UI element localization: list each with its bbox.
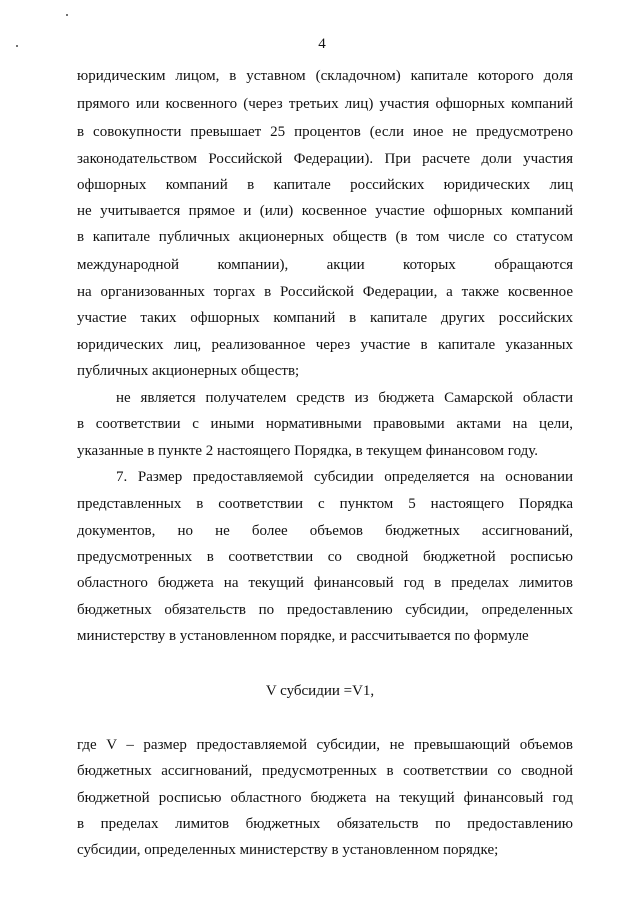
text-line: законодательством Российской Федерации). При расчете доли участия — [77, 151, 573, 167]
text-line: представленных в соответствии с пунктом 5 настоящего Порядка — [77, 496, 573, 512]
text-line: предусмотренных в соответствии со сводной бюджетной росписью — [77, 549, 573, 565]
text-line: субсидии, определенных министерству в установленном порядке; — [77, 842, 499, 858]
text-line: областного бюджета на текущий финансовый год в пределах лимитов — [77, 575, 573, 591]
text-line: участие таких офшорных компаний в капитале других российских — [77, 310, 573, 326]
text-line: в пределах лимитов бюджетных обязательств по предоставлению — [77, 816, 573, 832]
text-line: международной компании), акции которых обращаются — [77, 257, 573, 273]
text-line: не учитывается прямое и (или) косвенное участие офшорных компаний — [77, 203, 573, 219]
text-line: 7. Размер предоставляемой субсидии определяется на основании — [116, 469, 573, 485]
text-line: в капитале публичных акционерных обществ (в том числе со статусом — [77, 229, 573, 245]
text-line: на организованных торгах в Российской Федерации, а также косвенное — [77, 284, 573, 300]
text-line: публичных акционерных обществ; — [77, 363, 300, 379]
page-number: 4 — [318, 36, 326, 52]
text-line: указанные в пункте 2 настоящего Порядка, в текущем финансовом году. — [77, 443, 539, 459]
text-line: офшорных компаний в капитале российских юридических лиц — [77, 177, 573, 193]
text-line: бюджетных ассигнований, предусмотренных в соответствии со сводной — [77, 763, 573, 779]
text-line: в совокупности превышает 25 процентов (если иное не предусмотрено — [77, 124, 573, 140]
text-line: бюджетной росписью областного бюджета на текущий финансовый год — [77, 790, 573, 806]
text-line: в соответствии с иными нормативными правовыми актами на цели, — [77, 416, 573, 432]
text-line: документов, но не более объемов бюджетных ассигнований, — [77, 523, 573, 539]
text-line: юридическим лицом, в уставном (складочном) капитале которого доля — [77, 68, 573, 84]
text-line: где V – размер предоставляемой субсидии, не превышающий объемов — [77, 737, 573, 753]
text-line: юридических лиц, реализованное через участие в капитале указанных — [77, 337, 573, 353]
scan-speck — [66, 14, 68, 16]
text-line: не является получателем средств из бюджета Самарской области — [116, 390, 573, 406]
text-line: прямого или косвенного (через третьих лиц) участия офшорных компаний — [77, 96, 573, 112]
formula: V субсидии =V1, — [265, 683, 375, 699]
text-line: бюджетных обязательств по предоставлению субсидии, определенных — [77, 602, 573, 618]
text-line: министерству в установленном порядке, и рассчитывается по формуле — [77, 628, 529, 644]
